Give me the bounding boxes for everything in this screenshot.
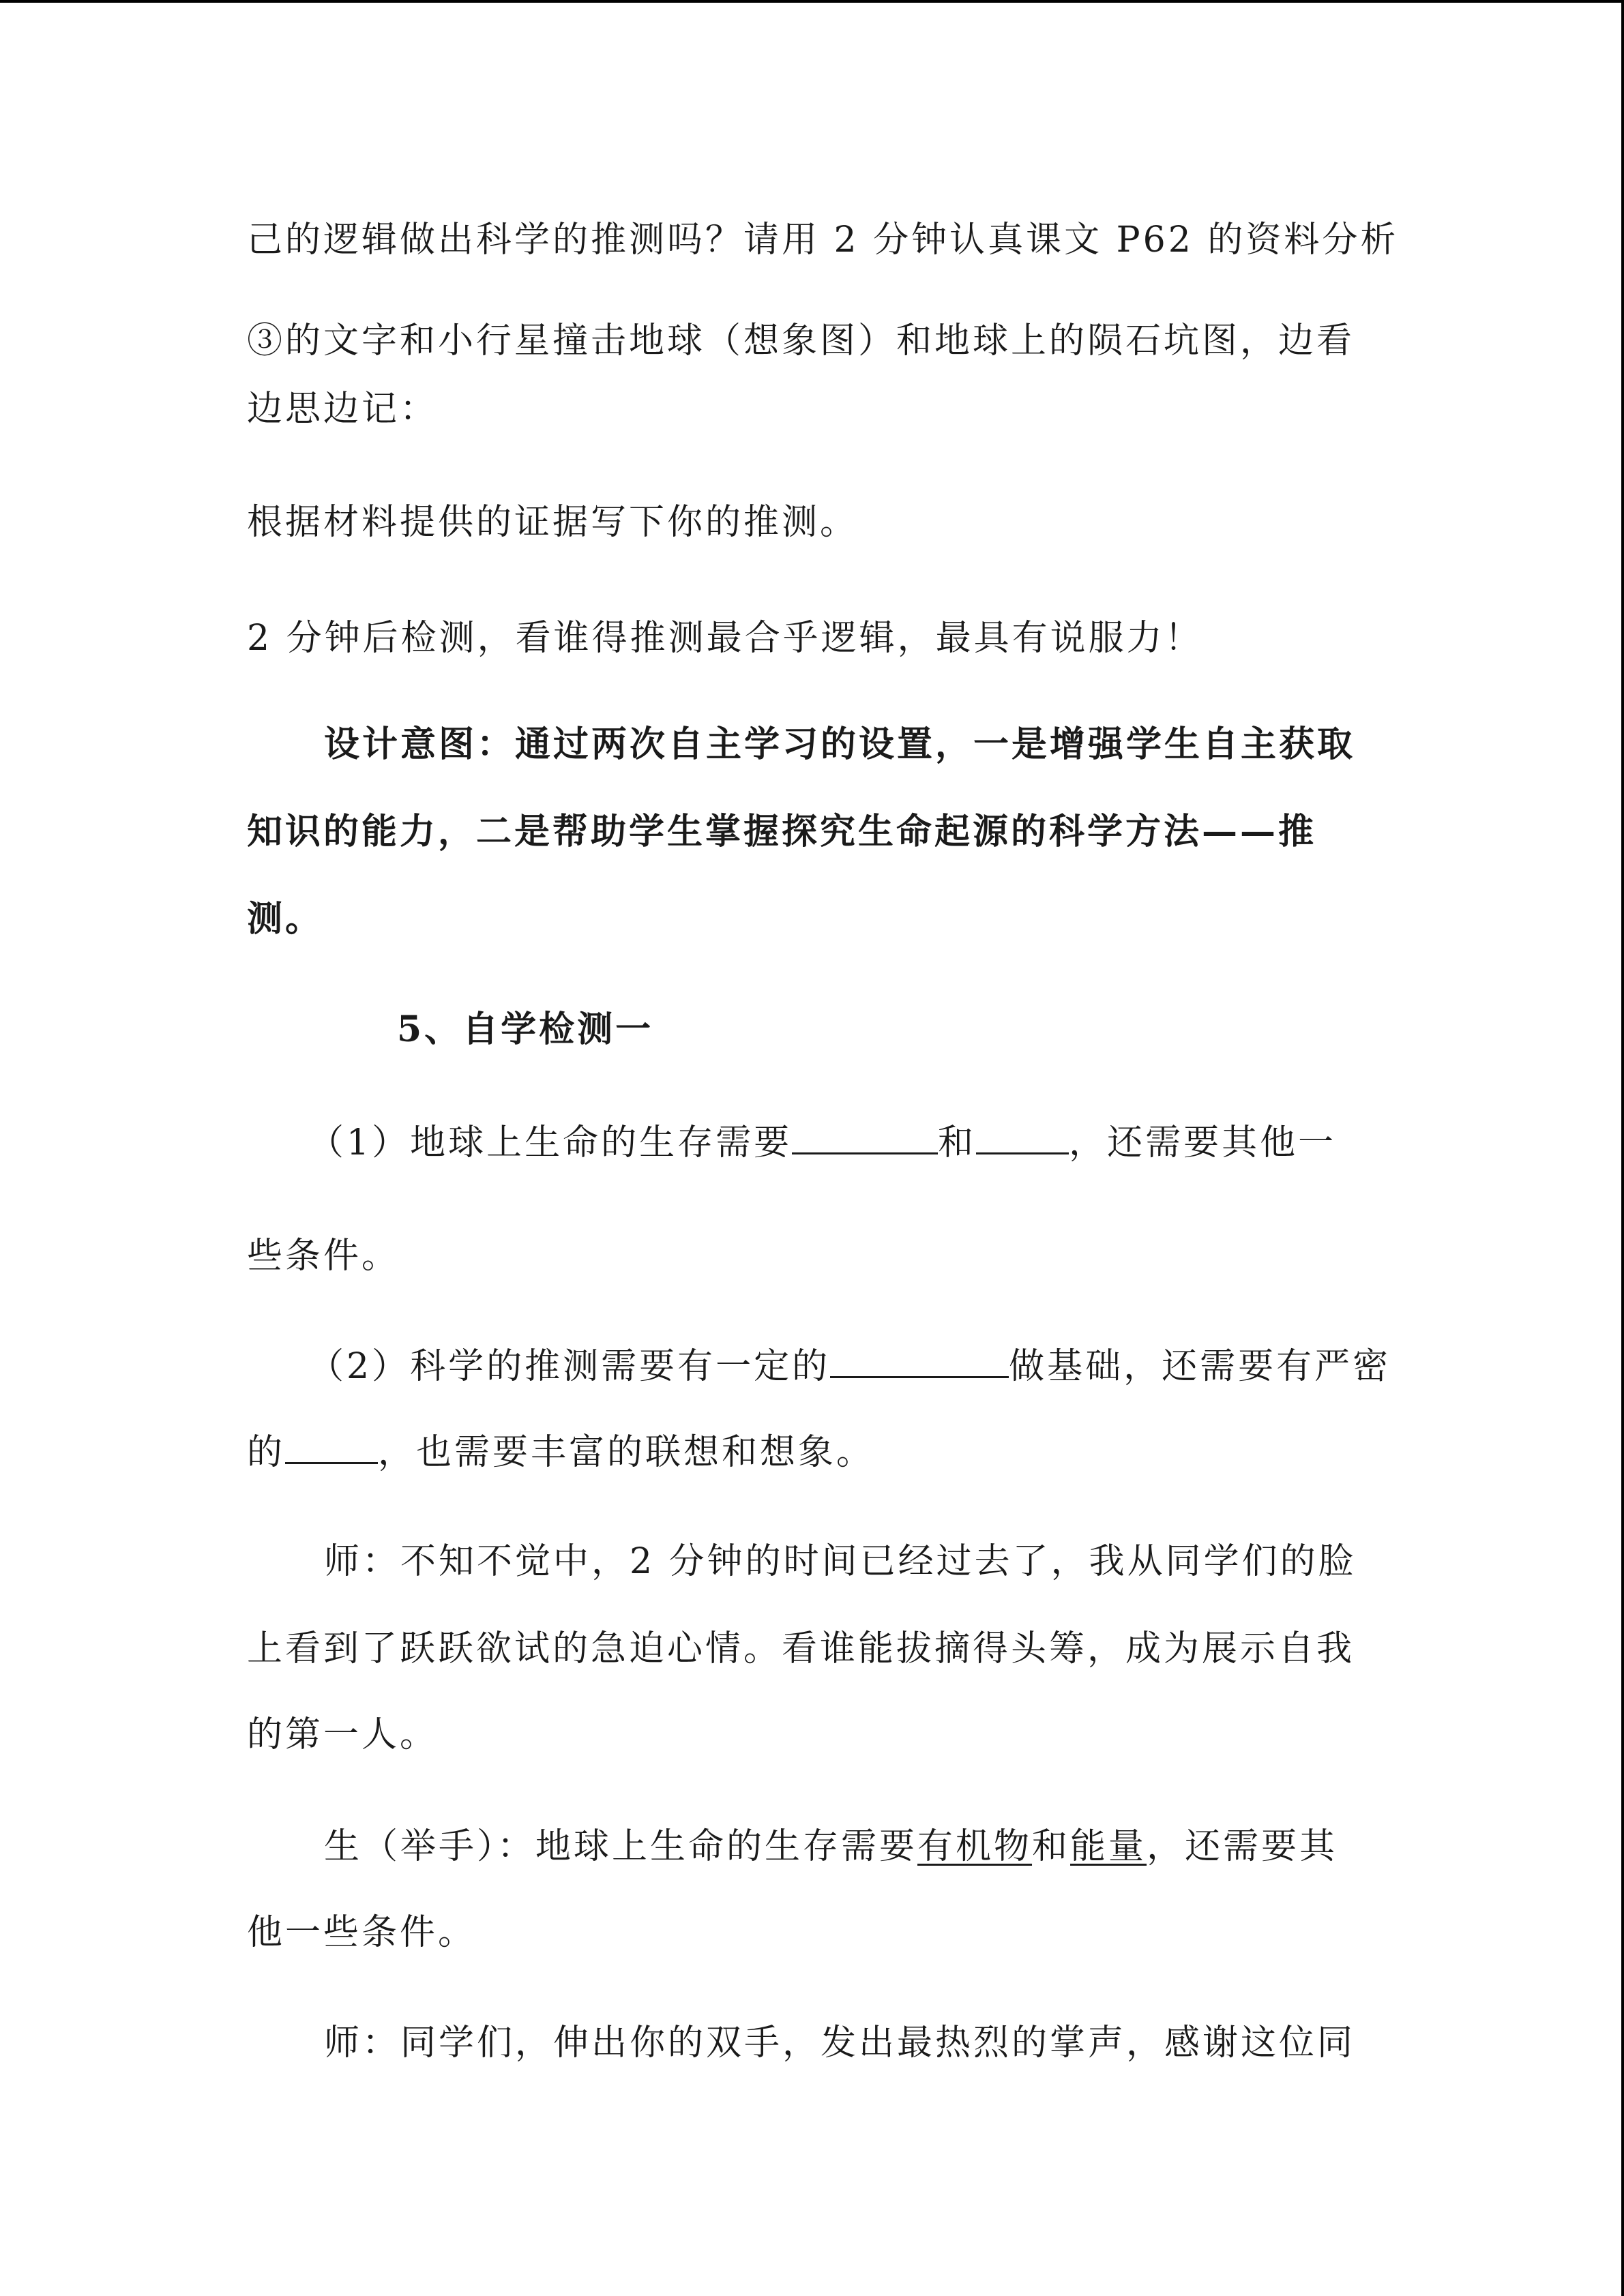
page-right-border [1621,0,1624,2296]
question-1-prefix: （1）地球上生命的生存需要 [308,1122,793,1163]
page-top-border [0,0,1624,3]
instruction-2: 2 分钟后检测，看谁得推测最合乎逻辑，最具有说服力！ [247,618,1203,659]
question-1-line-1 [308,1116,1336,1170]
design-intent-line-1: 设计意图：通过两次自主学习的设置，一是增强学生自主获取 [324,724,1356,765]
question-2-line-2-prefix: 的 [247,1432,286,1473]
student-answer-2: 能量 [1070,1826,1147,1867]
answer-blank-3[interactable] [830,1345,1009,1378]
student-1-line-2: 他一些条件。 [247,1912,477,1953]
answer-blank-4[interactable] [285,1431,378,1464]
intro-line-2: ③的文字和小行星撞击地球（想象图）和地球上的陨石坑图，边看 [247,320,1355,361]
student-answer-1: 有机物 [917,1826,1033,1867]
answer-blank-1[interactable] [792,1121,938,1154]
question-2-line-2 [247,1425,874,1480]
question-2-line-2-suffix: ，也需要丰富的联想和想象。 [378,1432,875,1473]
student-1-suffix: ，还需要其 [1147,1826,1338,1867]
intro-line-1: 己的逻辑做出科学的推测吗？请用 2 分钟认真课文 P62 的资料分析 [247,220,1399,260]
instruction-1: 根据材料提供的证据写下你的推测。 [247,502,859,543]
question-1-suffix: ，还需要其他一 [1069,1122,1337,1163]
section-title: 5、自学检测一 [397,1009,654,1050]
student-1-line-1 [324,1819,1338,1874]
teacher-2-line-1: 师：同学们，伸出你的双手，发出最热烈的掌声，感谢这位同 [324,2023,1356,2063]
student-1-middle: 和 [1032,1826,1071,1867]
design-intent-line-2: 知识的能力，二是帮助学生掌握探究生命起源的科学方法——推 [247,811,1317,852]
question-1-line-2: 些条件。 [247,1236,400,1277]
teacher-1-line-1: 师：不知不觉中，2 分钟的时间已经过去了，我从同学们的脸 [324,1541,1357,1582]
teacher-1-line-3: 的第一人。 [247,1714,439,1755]
question-2-line-1 [308,1339,1391,1394]
question-2-prefix: （2）科学的推测需要有一定的 [308,1346,831,1387]
intro-line-3: 边思边记： [247,389,439,430]
answer-blank-2[interactable] [976,1121,1069,1154]
teacher-1-line-2: 上看到了跃跃欲试的急迫心情。看谁能拔摘得头筹，成为展示自我 [247,1628,1355,1669]
question-1-middle: 和 [938,1122,977,1163]
design-intent-line-3: 测。 [247,898,324,940]
student-1-prefix: 生（举手）：地球上生命的生存需要 [324,1826,918,1867]
question-2-suffix: 做基础，还需要有严密 [1009,1346,1391,1387]
